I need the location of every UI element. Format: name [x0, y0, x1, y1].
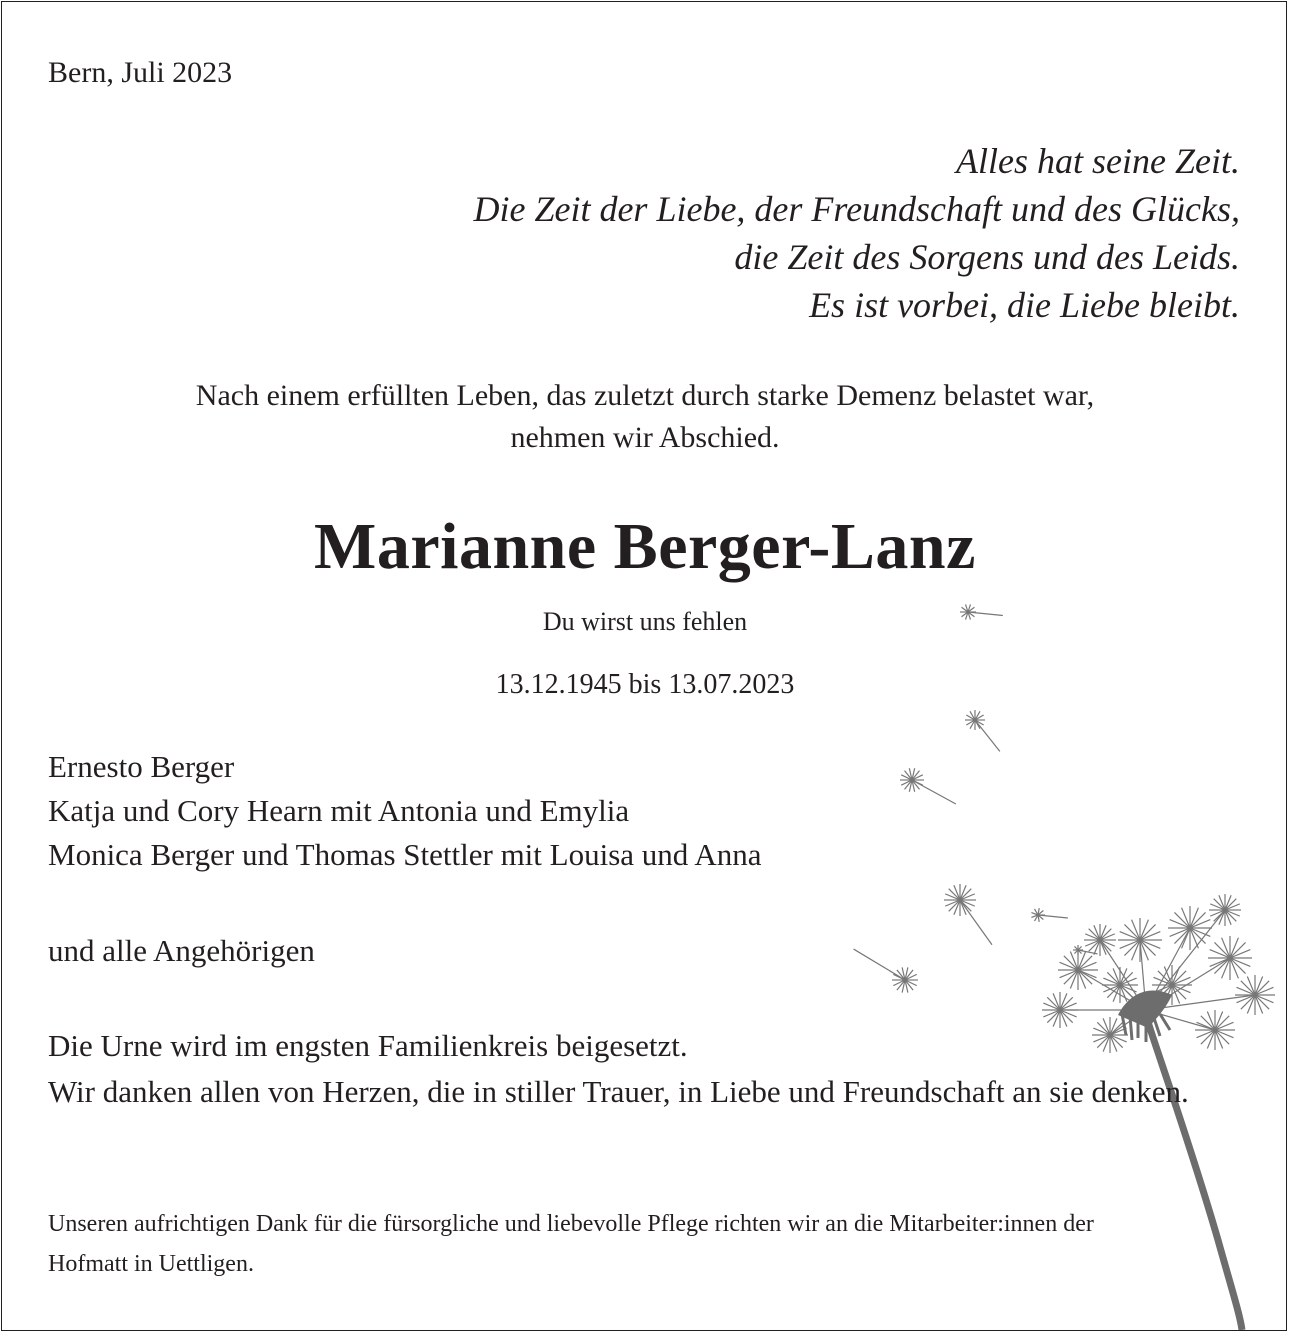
poem	[340, 137, 1240, 329]
mourners-list	[48, 745, 761, 877]
poem-line: Es ist vorbei, die Liebe bleibt.	[809, 285, 1240, 325]
relatives-line: und alle Angehörigen	[48, 933, 315, 968]
care-thanks: Unseren aufrichtigen Dank für die fürsorgliche und liebevolle Pflege richten wir an die Mitarbeiter:innen der Hofmatt in Uettligen.	[48, 1211, 1094, 1277]
dandelion-seed	[965, 710, 1000, 751]
dandelion-seed	[854, 949, 918, 993]
mourner: Monica Berger und Thomas Stettler mit Louisa und Anna	[48, 837, 762, 872]
notice-line-2: Wir danken allen von Herzen, die in stiller Trauer, in Liebe und Freundschaft an sie denken.	[48, 1074, 1189, 1109]
place-date: Bern, Juli 2023	[48, 56, 233, 89]
dandelion-seed	[900, 768, 956, 804]
dandelion-seed	[1031, 908, 1067, 922]
deceased-name: Marianne Berger-Lanz	[314, 510, 976, 583]
notice-line-1: Die Urne wird im engsten Familienkreis beigesetzt.	[48, 1028, 688, 1063]
dandelion-seed	[960, 604, 1003, 619]
intro-text	[0, 375, 1290, 459]
poem-line: Die Zeit der Liebe, der Freundschaft und des Glücks,	[473, 189, 1240, 229]
poem-line: Alles hat seine Zeit.	[956, 141, 1240, 181]
intro-line-2: nehmen wir Abschied.	[510, 421, 780, 454]
intro-line-1: Nach einem erfüllten Leben, das zuletzt durch starke Demenz belastet war,	[195, 379, 1095, 412]
deceased-subtitle: Du wirst uns fehlen	[542, 607, 748, 636]
dandelion-seed	[944, 884, 992, 945]
life-dates: 13.12.1945 bis 13.07.2023	[495, 669, 795, 700]
poem-line: die Zeit des Sorgens und des Leids.	[734, 237, 1240, 277]
mourner: Katja und Cory Hearn mit Antonia und Emylia	[48, 793, 630, 828]
mourner: Ernesto Berger	[48, 749, 235, 784]
burial-notice	[48, 1023, 1238, 1115]
